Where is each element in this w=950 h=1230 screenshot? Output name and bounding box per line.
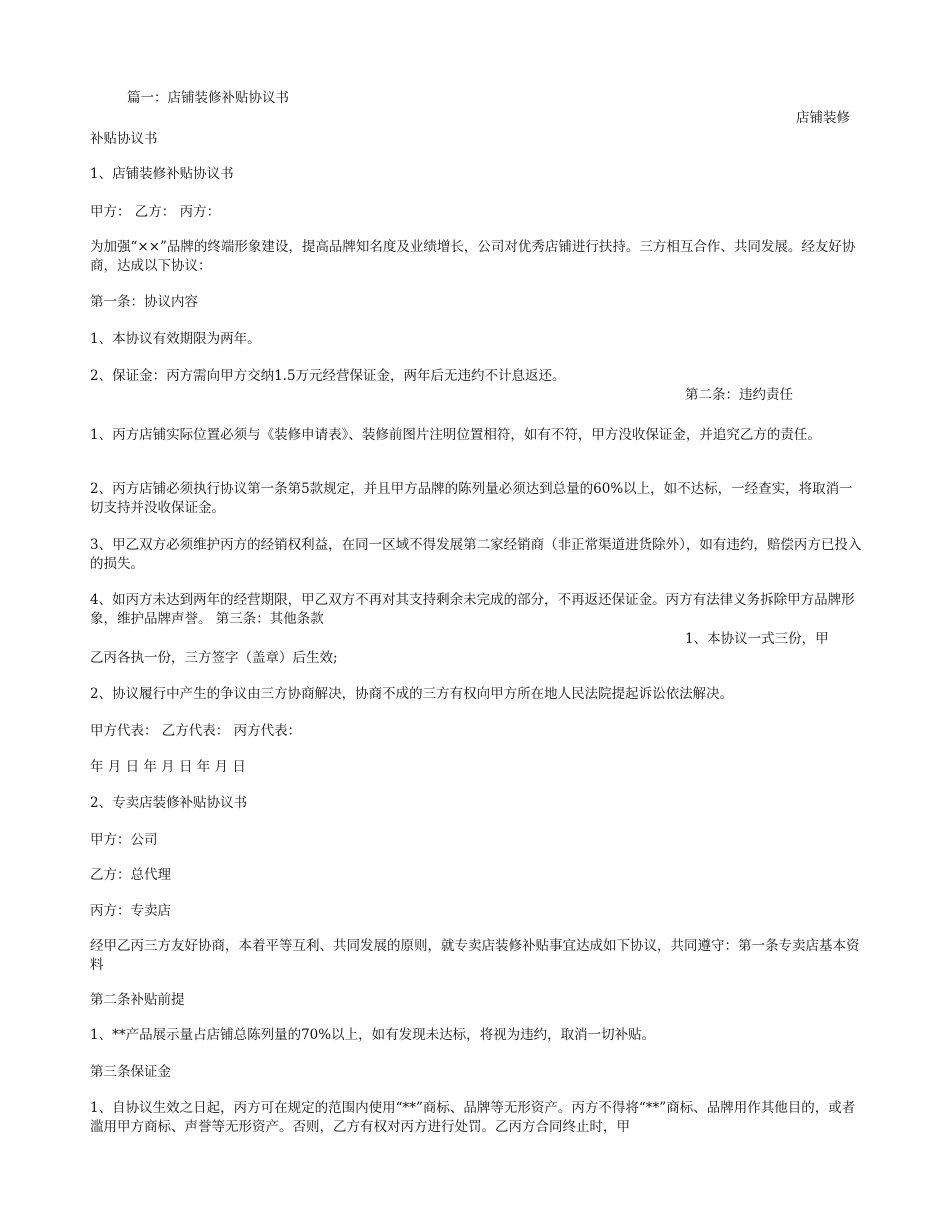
clause-paragraph: 1、自协议生效之日起，丙方可在规定的范围内使用“**”商标、品牌等无形资产。丙方不得将“**”商标、品牌用作其他目的，或者滥用甲方商标、声誉等无形资产。否则，乙方有权对丙方进行处罚。乙丙方合同终止时，甲: [90, 1100, 856, 1135]
party-c-line: 丙方：专卖店: [90, 903, 171, 919]
clause-line-right: 1、本协议一式三份，甲: [685, 631, 829, 647]
article-heading: 第一条：协议内容: [90, 294, 198, 310]
intro-paragraph: 经甲乙丙三方友好协商，本着平等互利、共同发展的原则，就专卖店装修补贴事宜达成如下协议，共同遵守：第一条专卖店基本资料: [90, 938, 860, 973]
signature-dates: 年 月 日 年 月 日 年 月 日: [90, 759, 246, 775]
clause-paragraph: 1、本协议有效期限为两年。: [90, 331, 261, 347]
clause-paragraph: 3、甲乙双方必须维护丙方的经销权利益，在同一区域不得发展第二家经销商（非正常渠道进货除外），如有违约，赔偿丙方已投入的损失。: [90, 537, 862, 572]
clause-paragraph: 2、保证金：丙方需向甲方交纳1.5万元经营保证金，两年后无违约不计息返还。: [90, 368, 566, 384]
intro-paragraph: 为加强“××”品牌的终端形象建设，提高品牌知名度及业绩增长，公司对优秀店铺进行扶持。三方相互合作、共同发展。经友好协商，达成以下协议：: [90, 239, 856, 274]
parties-line: 甲方： 乙方： 丙方：: [90, 204, 221, 220]
clause-line: 乙丙各执一份，三方签字（盖章）后生效;: [90, 650, 338, 666]
section-heading: 1、店铺装修补贴协议书: [90, 166, 234, 182]
party-b-line: 乙方：总代理: [90, 867, 171, 883]
document-title: 篇一：店铺装修补贴协议书: [127, 90, 289, 106]
clause-paragraph: 2、协议履行中产生的争议由三方协商解决，协商不成的三方有权向甲方所在地人民法院提起诉讼依法解决。: [90, 686, 734, 702]
clause-paragraph: 2、丙方店铺必须执行协议第一条第5款规定，并且甲方品牌的陈列量必须达到总量的60%以上，如不达标，一经查实，将取消一切支持并没收保证金。: [90, 481, 853, 516]
article-heading: 第二条：违约责任: [685, 387, 793, 403]
article-heading: 第三条保证金: [90, 1064, 171, 1080]
title-continuation: 补贴协议书: [90, 131, 158, 147]
title-continuation-right: 店铺装修: [796, 110, 850, 126]
section-heading: 2、专卖店装修补贴协议书: [90, 795, 248, 811]
article-heading: 第二条补贴前提: [90, 992, 185, 1008]
clause-paragraph: 1、丙方店铺实际位置必须与《装修申请表》、装修前图片注明位置相符，如有不符，甲方没收保证金，并追究乙方的责任。: [90, 427, 821, 443]
signature-representatives: 甲方代表： 乙方代表： 丙方代表：: [90, 723, 302, 739]
clause-paragraph: 1、**产品展示量占店铺总陈列量的70%以上，如有发现未达标，将视为违约，取消一切补贴。: [90, 1027, 656, 1043]
clause-paragraph: 4、如丙方未达到两年的经营期限，甲乙双方不再对其支持剩余未完成的部分，不再返还保证金。丙方有法律义务拆除甲方品牌形象，维护品牌声誉。 第三条：其他条款: [90, 592, 855, 627]
party-a-line: 甲方：公司: [90, 832, 158, 848]
